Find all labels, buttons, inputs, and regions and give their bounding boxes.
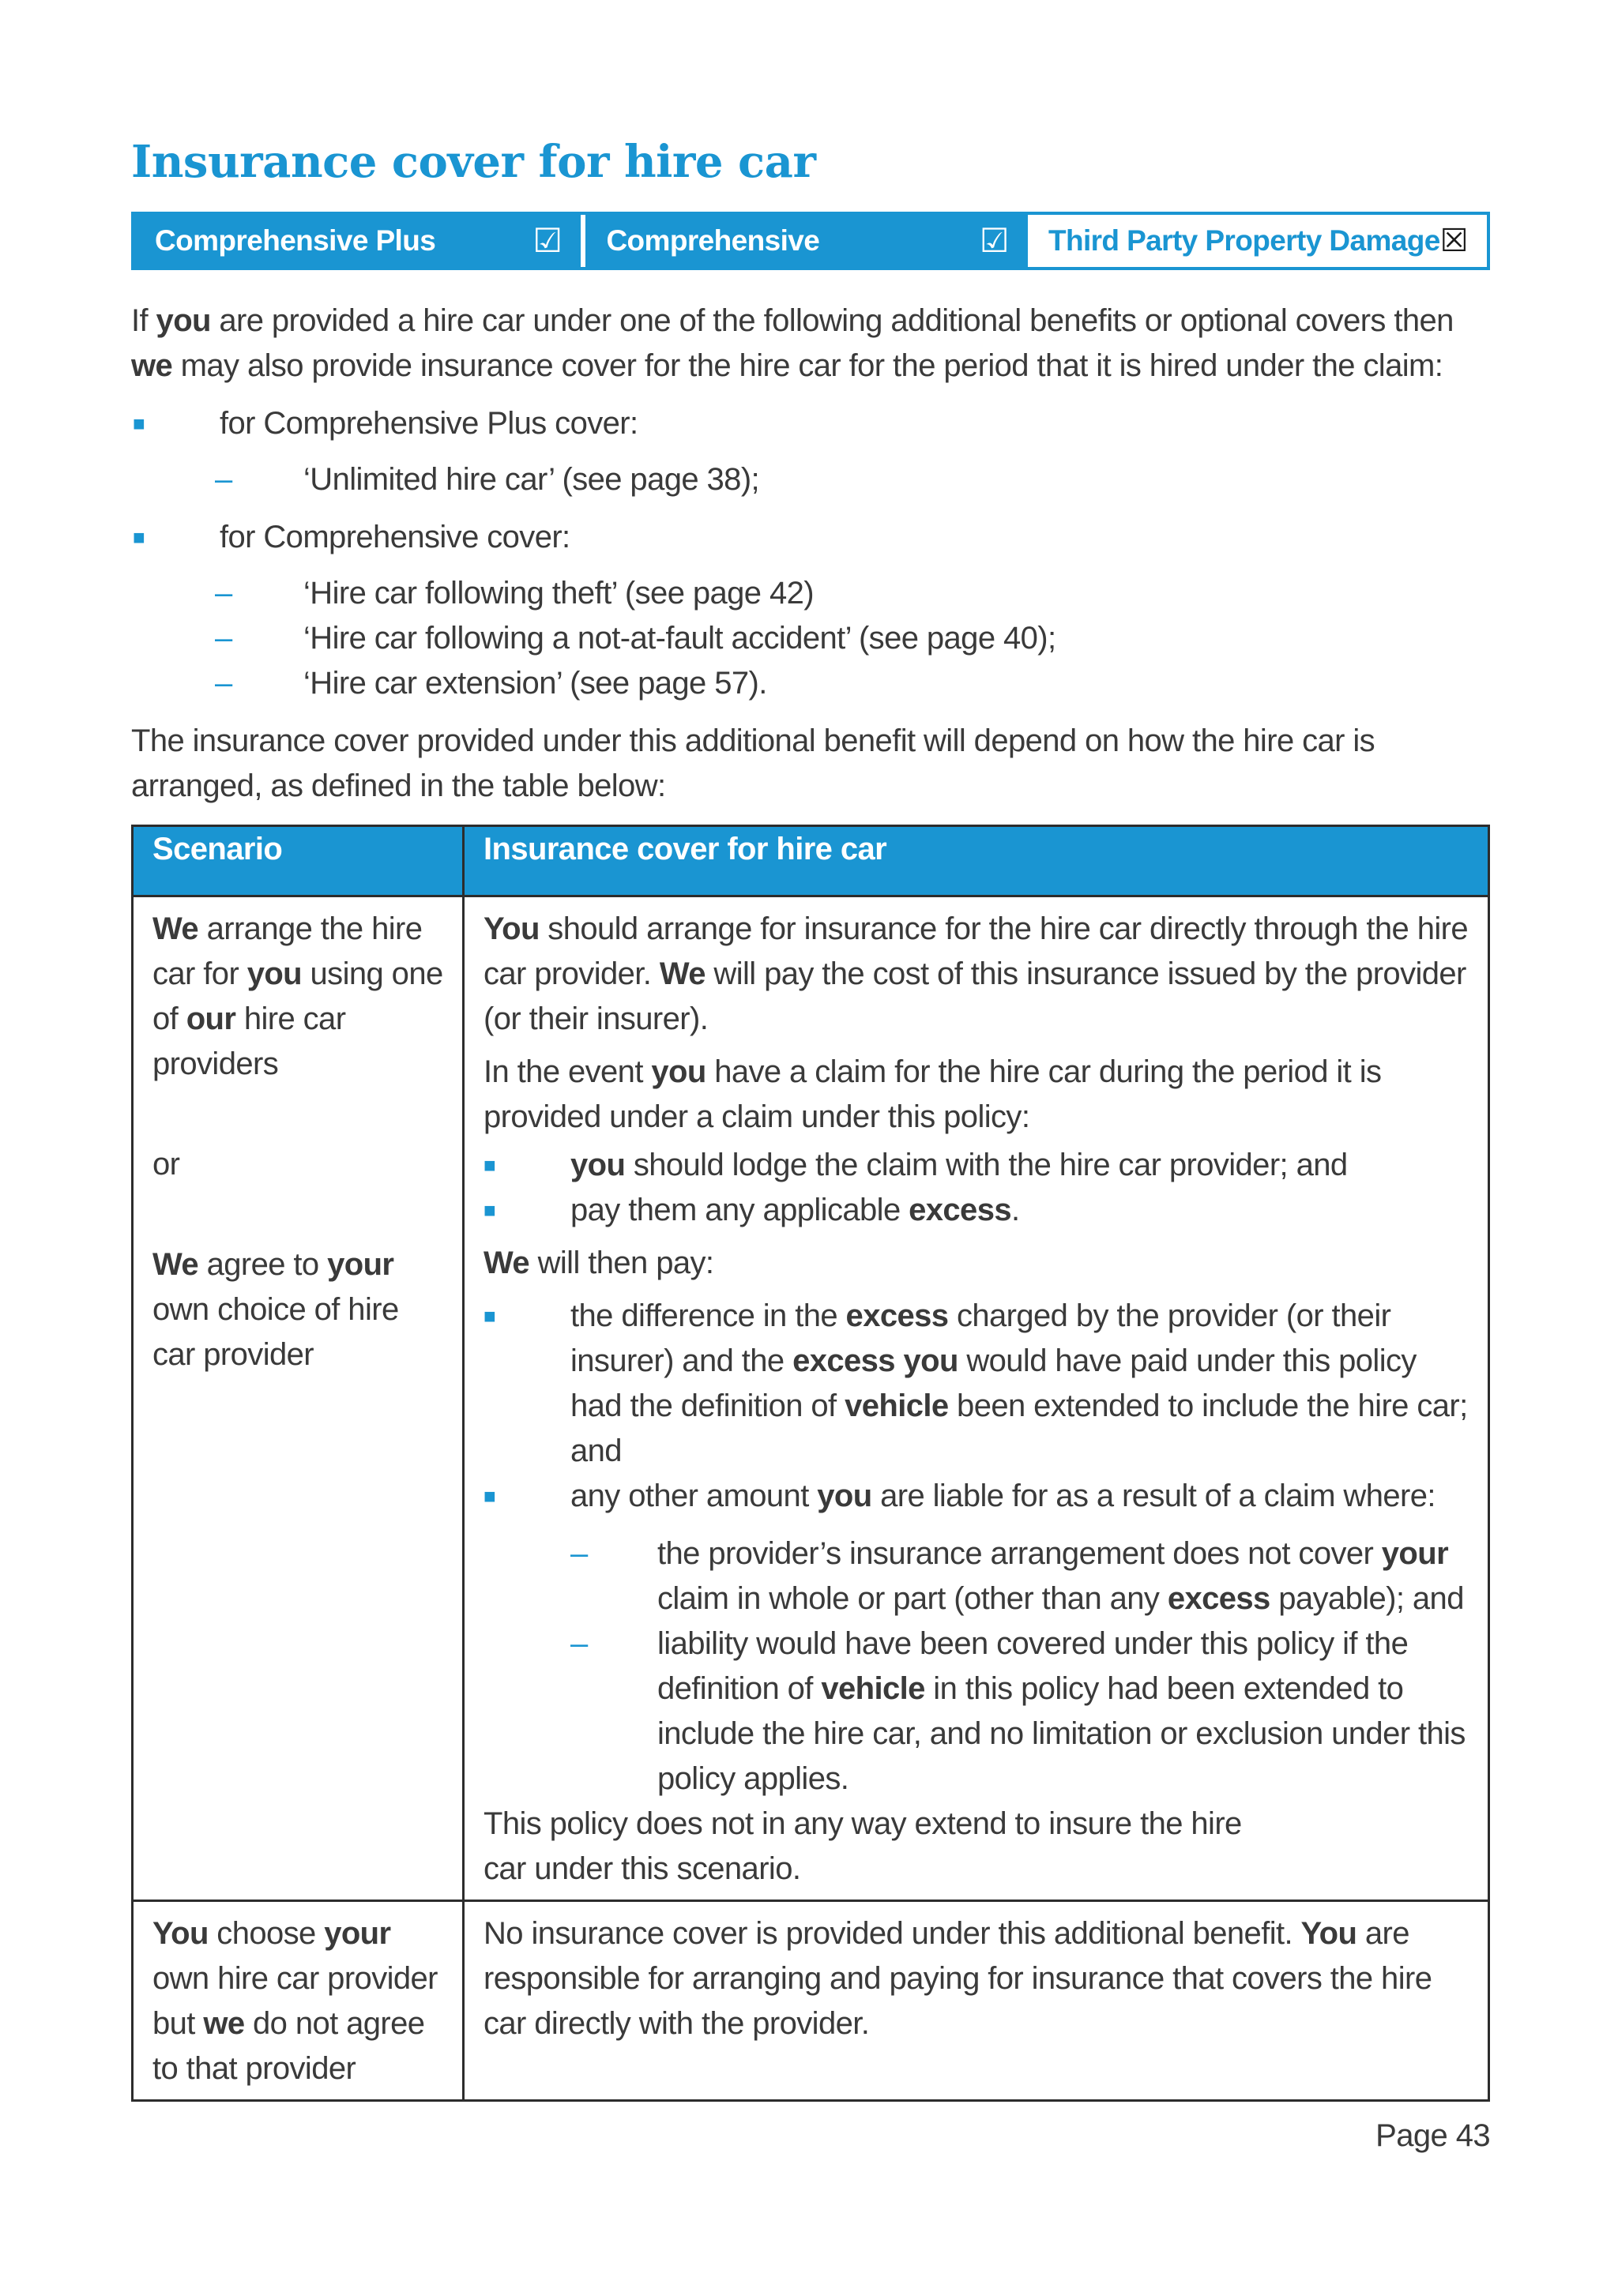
dash-bullet-icon: – bbox=[215, 462, 232, 497]
checked-box-icon: ☑ bbox=[532, 222, 563, 259]
cover-paragraph: You should arrange for insurance for the hire car directly through the hire car provider. We will pay the cost of this insurance issued by the provider (or their insurer). bbox=[484, 911, 1469, 1036]
page-title: Insurance cover for hire car bbox=[131, 136, 816, 188]
dash-bullet-icon: – bbox=[570, 1626, 588, 1661]
cover-label: Third Party Property Damage bbox=[1048, 224, 1440, 257]
cover-label: Comprehensive bbox=[606, 224, 820, 257]
sub-list-item: – ‘Hire car following theft’ (see page 42) bbox=[131, 571, 1490, 616]
sub-list-item: – the provider’s insurance arrangement does not cover your claim in whole or part (other than any excess payable); and bbox=[484, 1531, 1472, 1621]
list-item: ■ pay them any applicable excess. bbox=[484, 1188, 1472, 1233]
cover-label: Comprehensive Plus bbox=[155, 224, 436, 257]
scenario-text: You choose your own hire car provider but we do not agree to that provider bbox=[152, 1916, 438, 2086]
square-bullet-icon: ■ bbox=[133, 525, 145, 549]
dash-bullet-icon: – bbox=[570, 1536, 588, 1571]
square-bullet-icon: ■ bbox=[133, 411, 145, 435]
scenario-or: or bbox=[152, 1147, 180, 1182]
intro-paragraph: If you are provided a hire car under one of the following additional benefits or optional covers then we may also provide insurance cover for the hire car for the period that it is hired under the claim: bbox=[131, 303, 1454, 383]
column-header: Insurance cover for hire car bbox=[464, 826, 1489, 896]
cover-paragraph: No insurance cover is provided under this additional benefit. You are responsible for arranging and paying for insurance that covers the hire car directly with the provider. bbox=[484, 1916, 1432, 2041]
cover-paragraph: We will then pay: bbox=[484, 1246, 714, 1280]
dash-bullet-icon: – bbox=[215, 666, 232, 701]
scenario-text: We arrange the hire car for you using one of our hire car providers bbox=[152, 911, 443, 1081]
checked-box-icon: ☑ bbox=[979, 222, 1009, 259]
column-header: Scenario bbox=[133, 826, 464, 896]
sub-list-item: – ‘Hire car following a not-at-fault accident’ (see page 40); bbox=[131, 616, 1490, 661]
square-bullet-icon: ■ bbox=[484, 1304, 496, 1328]
cover-type-bar bbox=[131, 212, 1490, 270]
sub-list-item: – ‘Hire car extension’ (see page 57). bbox=[131, 661, 1490, 706]
square-bullet-icon: ■ bbox=[484, 1484, 496, 1508]
sub-list-item: – liability would have been covered under this policy if the definition of vehicle in this policy had been extended to include the hire car, and no limitation or exclusion under this policy applies. bbox=[484, 1621, 1472, 1802]
cover-third-party-property-damage bbox=[1028, 215, 1487, 267]
cover-paragraph: This policy does not in any way extend to insure the hire car under this scenario. bbox=[484, 1806, 1242, 1886]
crossed-box-icon: ☒ bbox=[1439, 224, 1468, 258]
table-row bbox=[133, 1901, 1489, 2101]
cover-cell bbox=[464, 896, 1489, 1901]
cover-comprehensive-plus bbox=[134, 215, 581, 267]
hire-car-cover-table bbox=[131, 825, 1490, 2102]
page-number: Page 43 bbox=[1375, 2118, 1490, 2153]
dash-bullet-icon: – bbox=[215, 621, 232, 656]
sub-list-item: – ‘Unlimited hire car’ (see page 38); bbox=[131, 457, 1490, 502]
scenario-cell bbox=[133, 1901, 464, 2101]
scenario-cell bbox=[133, 896, 464, 1901]
cover-comprehensive bbox=[585, 215, 1028, 267]
table-header-row bbox=[133, 826, 1489, 896]
list-item: ■ the difference in the excess charged by the provider (or their insurer) and the excess you would have paid under this policy had the definition of vehicle been extended to include the hire car; and bbox=[484, 1294, 1472, 1474]
square-bullet-icon: ■ bbox=[484, 1198, 496, 1222]
dash-bullet-icon: – bbox=[215, 576, 232, 611]
list-item: ■ you should lodge the claim with the hire car provider; and bbox=[484, 1143, 1472, 1188]
cover-paragraph: In the event you have a claim for the hire car during the period it is provided under a claim under this policy: bbox=[484, 1054, 1382, 1134]
table-intro-paragraph: The insurance cover provided under this additional benefit will depend on how the hire car is arranged, as defined in the table below: bbox=[131, 723, 1375, 803]
list-item: ■ for Comprehensive cover: bbox=[131, 515, 1490, 560]
list-item: ■ for Comprehensive Plus cover: bbox=[131, 401, 1490, 446]
square-bullet-icon: ■ bbox=[484, 1153, 496, 1177]
cover-cell bbox=[464, 1901, 1489, 2101]
list-item: ■ any other amount you are liable for as a result of a claim where: bbox=[484, 1474, 1472, 1519]
page-content bbox=[131, 126, 1490, 2102]
table-row bbox=[133, 896, 1489, 1901]
scenario-text: We agree to your own choice of hire car provider bbox=[152, 1247, 399, 1372]
